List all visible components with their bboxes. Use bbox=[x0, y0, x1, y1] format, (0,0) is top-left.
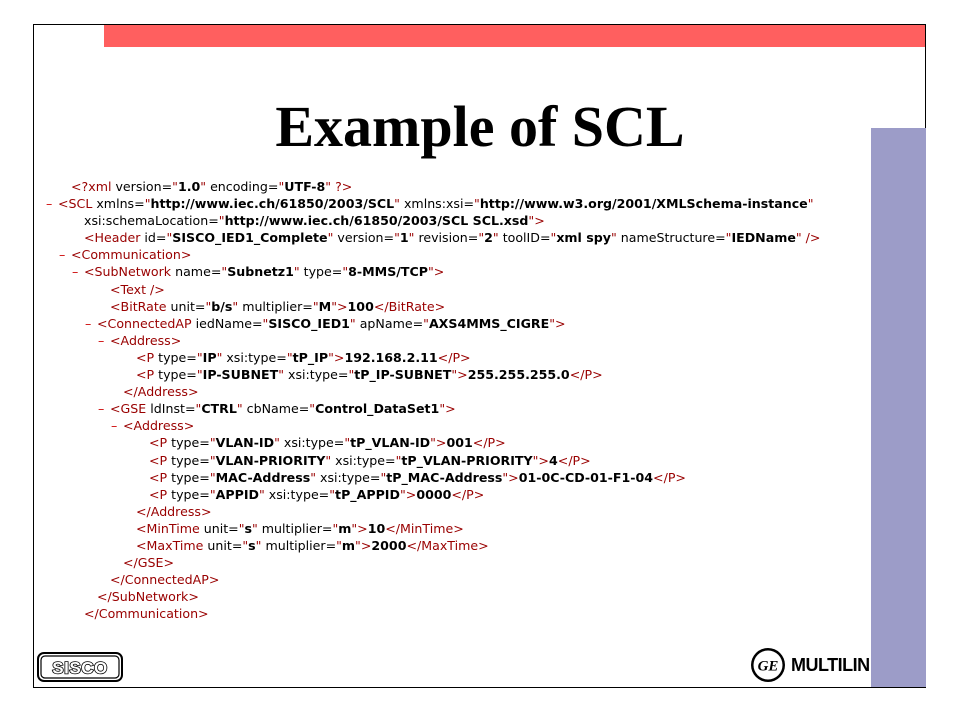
xml-val: CTRL bbox=[201, 401, 237, 417]
xml-attr: revision= bbox=[418, 230, 479, 246]
xml-tag: <MaxTime bbox=[136, 537, 208, 553]
xml-tag: <P bbox=[149, 452, 172, 468]
xml-tag: "> bbox=[427, 264, 445, 280]
xml-tag: " /> bbox=[795, 230, 821, 246]
xml-val: IP bbox=[202, 349, 217, 365]
xml-tag: <P bbox=[136, 349, 159, 365]
xml-tag: " bbox=[195, 401, 202, 417]
xml-attr: xsi:schemaLocation= bbox=[84, 213, 219, 229]
xml-val: http://www.iec.ch/61850/2003/SCL bbox=[150, 196, 395, 212]
multilin-wordmark: MULTILIN bbox=[791, 655, 870, 675]
xml-val: xml spy bbox=[556, 230, 611, 246]
xml-tag: <Text /> bbox=[110, 281, 165, 297]
xml-tag: " bbox=[348, 367, 355, 383]
xml-line bbox=[46, 417, 876, 434]
xml-attr: xsi:type= bbox=[226, 349, 287, 365]
xml-tag: <Communication> bbox=[71, 247, 192, 263]
xml-txt: 4 bbox=[549, 452, 558, 468]
collapse-toggle[interactable]: – bbox=[46, 196, 53, 212]
xml-tag: </Address> bbox=[136, 503, 212, 519]
xml-val: VLAN-ID bbox=[215, 435, 275, 451]
xml-attr: encoding= bbox=[210, 179, 279, 194]
xml-attr: type= bbox=[158, 367, 197, 383]
xml-tag: " bbox=[232, 298, 243, 314]
xml-attr: version= bbox=[115, 179, 173, 194]
xml-val: SISCO_IED1 bbox=[268, 315, 350, 331]
xml-txt: 100 bbox=[347, 298, 374, 314]
xml-tag: </P> bbox=[569, 367, 603, 383]
slide-title: Example of SCL bbox=[275, 94, 685, 159]
xml-attr: name= bbox=[175, 264, 222, 280]
xml-tag: <Header bbox=[84, 230, 145, 246]
xml-line bbox=[46, 281, 876, 298]
side-accent-bar bbox=[871, 128, 926, 687]
xml-val: b/s bbox=[211, 298, 233, 314]
xml-line bbox=[46, 486, 876, 503]
xml-line bbox=[46, 554, 876, 571]
xml-val: VLAN-PRIORITY bbox=[215, 452, 326, 468]
xml-tag: "> bbox=[351, 520, 368, 536]
collapse-toggle[interactable]: – bbox=[59, 247, 66, 263]
xml-tag: " bbox=[209, 452, 216, 468]
xml-tag: <SCL bbox=[58, 196, 97, 212]
xml-attr: id= bbox=[144, 230, 167, 246]
xml-tag: " bbox=[310, 469, 320, 485]
xml-tag: "> bbox=[331, 298, 348, 314]
collapse-toggle[interactable]: – bbox=[72, 264, 79, 280]
xml-val: http://www.w3.org/2001/XMLSchema-instance bbox=[479, 196, 808, 212]
xml-line bbox=[46, 212, 876, 229]
xml-attr: xsi:type= bbox=[320, 469, 381, 485]
xml-val: MAC-Address bbox=[215, 469, 311, 485]
xml-tag: <Address> bbox=[110, 332, 182, 348]
xml-val: tP_VLAN-PRIORITY bbox=[401, 452, 533, 468]
xml-tag: " bbox=[342, 264, 349, 280]
xml-line bbox=[46, 229, 876, 246]
xml-val: tP_IP-SUBNET bbox=[354, 367, 452, 383]
xml-val: m bbox=[338, 520, 352, 536]
xml-tag: "> bbox=[549, 315, 566, 331]
xml-val: Subnetz1 bbox=[227, 264, 294, 280]
xml-tag: <P bbox=[149, 486, 172, 502]
xml-tag: " bbox=[278, 179, 285, 194]
xml-tag: " bbox=[329, 486, 336, 502]
xml-tag: " bbox=[238, 520, 245, 536]
xml-tag: </Communication> bbox=[84, 606, 209, 622]
xml-tag: " bbox=[807, 196, 814, 212]
xml-tag: <Address> bbox=[123, 418, 195, 434]
xml-tag: </MinTime> bbox=[385, 520, 464, 536]
xml-attr: multiplier= bbox=[261, 520, 333, 536]
xml-line bbox=[46, 588, 876, 605]
xml-tag: " bbox=[336, 537, 342, 553]
xml-tag: </MaxTime> bbox=[406, 537, 489, 553]
xml-tag: "> bbox=[439, 401, 456, 417]
xml-tag: " bbox=[274, 435, 284, 451]
xml-line bbox=[46, 452, 876, 469]
xml-tag: " bbox=[255, 537, 266, 553]
collapse-toggle[interactable]: – bbox=[111, 418, 118, 434]
xml-val: s bbox=[244, 520, 252, 536]
xml-tag: " bbox=[492, 230, 503, 246]
xml-tag: " bbox=[166, 230, 173, 246]
xml-tag: <P bbox=[149, 435, 172, 451]
xml-val: s bbox=[248, 537, 256, 553]
xml-attr: type= bbox=[158, 349, 197, 365]
xml-val: 1.0 bbox=[177, 179, 201, 194]
xml-val: IP-SUBNET bbox=[202, 367, 279, 383]
xml-attr: type= bbox=[171, 435, 210, 451]
xml-tag: " bbox=[309, 401, 316, 417]
xml-txt: 2000 bbox=[371, 537, 407, 553]
xml-line bbox=[46, 503, 876, 520]
xml-val: tP_IP bbox=[292, 349, 329, 365]
xml-tag: " bbox=[478, 230, 485, 246]
xml-val: http://www.iec.ch/61850/2003/SCL SCL.xsd bbox=[224, 213, 529, 229]
xml-tag: " bbox=[221, 264, 228, 280]
xml-txt: 192.168.2.11 bbox=[344, 349, 438, 365]
xml-tag: <GSE bbox=[110, 401, 151, 417]
xml-tag: <P bbox=[136, 367, 159, 383]
xml-line bbox=[46, 537, 876, 554]
xml-line bbox=[46, 298, 876, 315]
xml-attr: type= bbox=[303, 264, 343, 280]
xml-tag: " bbox=[209, 469, 216, 485]
xml-line bbox=[46, 366, 876, 383]
xml-attr: xmlns:xsi= bbox=[403, 196, 475, 212]
xml-tag: " bbox=[236, 401, 247, 417]
xml-attr: unit= bbox=[203, 520, 239, 536]
xml-tag: " bbox=[395, 452, 402, 468]
sisco-logo-text: SISCO bbox=[52, 658, 108, 678]
xml-tag: "> bbox=[328, 349, 345, 365]
xml-tag: " bbox=[196, 367, 203, 383]
xml-line bbox=[46, 605, 876, 622]
xml-attr: cbName= bbox=[246, 401, 310, 417]
xml-tag: </SubNetwork> bbox=[97, 589, 199, 605]
xml-line bbox=[46, 178, 876, 195]
xml-tag: " bbox=[394, 230, 400, 246]
xml-tag: " bbox=[205, 298, 212, 314]
xml-val: APPID bbox=[215, 486, 259, 502]
xml-tag: " bbox=[209, 435, 216, 451]
xml-tag: " bbox=[327, 230, 338, 246]
xml-tag: " bbox=[408, 230, 419, 246]
xml-tag: " ?> bbox=[325, 179, 353, 194]
xml-tag: " bbox=[144, 196, 151, 212]
xml-tag: " bbox=[172, 179, 178, 194]
xml-tag: " bbox=[550, 230, 557, 246]
xml-tag: " bbox=[286, 349, 293, 365]
xml-attr: multiplier= bbox=[265, 537, 337, 553]
xml-line bbox=[46, 246, 876, 263]
xml-line bbox=[46, 195, 876, 212]
xml-line bbox=[46, 383, 876, 400]
xml-attr: nameStructure= bbox=[620, 230, 726, 246]
xml-code-block bbox=[46, 178, 876, 622]
xml-val: Control_DataSet1 bbox=[315, 401, 440, 417]
xml-attr: unit= bbox=[207, 537, 243, 553]
xml-tag: " bbox=[332, 520, 339, 536]
xml-line bbox=[46, 400, 876, 417]
xml-tag: "> bbox=[528, 213, 545, 229]
xml-val: AXS4MMS_CIGRE bbox=[428, 315, 550, 331]
xml-tag: <SubNetwork bbox=[84, 264, 176, 280]
xml-attr: iedName= bbox=[195, 315, 263, 331]
xml-val: 8-MMS/TCP bbox=[348, 264, 428, 280]
ge-logo-mark: GE bbox=[757, 658, 779, 675]
xml-tag: </P> bbox=[472, 435, 506, 451]
xml-tag: " bbox=[251, 520, 262, 536]
xml-tag: " bbox=[344, 435, 351, 451]
ge-logo bbox=[750, 647, 786, 683]
xml-tag: " bbox=[325, 452, 336, 468]
xml-attr: unit= bbox=[170, 298, 206, 314]
xml-val: tP_MAC-Address bbox=[386, 469, 503, 485]
xml-tag: </Address> bbox=[123, 384, 199, 400]
collapse-toggle[interactable]: – bbox=[85, 315, 92, 331]
xml-line bbox=[46, 571, 876, 588]
xml-tag: "> bbox=[532, 452, 549, 468]
xml-tag: " bbox=[423, 315, 429, 331]
xml-attr: type= bbox=[171, 452, 210, 468]
xml-line bbox=[46, 263, 876, 280]
xml-line bbox=[46, 349, 876, 366]
xml-val: tP_APPID bbox=[335, 486, 400, 502]
xml-tag: </P> bbox=[437, 349, 471, 365]
xml-tag: " bbox=[262, 315, 269, 331]
xml-val: IEDName bbox=[731, 230, 796, 246]
xml-tag: "> bbox=[355, 537, 372, 553]
xml-tag: <P bbox=[149, 469, 172, 485]
xml-attr: xsi:type= bbox=[268, 486, 330, 502]
xml-tag: " bbox=[216, 349, 227, 365]
xml-val: m bbox=[341, 537, 356, 553]
xml-tag: " bbox=[242, 537, 249, 553]
xml-line bbox=[46, 469, 876, 486]
xml-tag: "> bbox=[399, 486, 417, 502]
xml-tag: <MinTime bbox=[136, 520, 204, 536]
xml-tag: <ConnectedAP bbox=[97, 315, 196, 331]
xml-tag: </ConnectedAP> bbox=[110, 572, 220, 588]
xml-attr: xsi:type= bbox=[335, 452, 396, 468]
xml-tag: " bbox=[349, 315, 360, 331]
xml-txt: 0000 bbox=[416, 486, 452, 502]
xml-tag: " bbox=[610, 230, 621, 246]
xml-tag: " bbox=[196, 349, 203, 365]
xml-val: UTF-8 bbox=[284, 179, 326, 194]
xml-attr: apName= bbox=[359, 315, 424, 331]
xml-val: SISCO_IED1_Complete bbox=[172, 230, 328, 246]
xml-tag: " bbox=[259, 486, 269, 502]
xml-attr: xsi:type= bbox=[288, 367, 349, 383]
xml-tag: " bbox=[474, 196, 480, 212]
xml-txt: 255.255.255.0 bbox=[467, 367, 570, 383]
xml-attr: toolID= bbox=[502, 230, 551, 246]
xml-attr: version= bbox=[337, 230, 395, 246]
xml-tag: "> bbox=[451, 367, 468, 383]
xml-tag: " bbox=[312, 298, 319, 314]
xml-tag: </P> bbox=[557, 452, 591, 468]
sisco-logo bbox=[37, 652, 123, 682]
xml-tag: " bbox=[380, 469, 387, 485]
xml-val: M bbox=[318, 298, 332, 314]
xml-attr: xmlns= bbox=[96, 196, 145, 212]
xml-val: 2 bbox=[484, 230, 493, 246]
xml-tag: " bbox=[725, 230, 732, 246]
xml-txt: 001 bbox=[446, 435, 473, 451]
xml-line bbox=[46, 434, 876, 451]
xml-txt: 10 bbox=[367, 520, 386, 536]
xml-tag: " bbox=[200, 179, 211, 194]
collapse-toggle[interactable]: – bbox=[98, 401, 105, 417]
xml-tag: "> bbox=[430, 435, 447, 451]
xml-tag: " bbox=[293, 264, 304, 280]
xml-tag: </P> bbox=[653, 469, 686, 485]
xml-val: 1 bbox=[399, 230, 409, 246]
xml-line bbox=[46, 520, 876, 537]
xml-tag: </P> bbox=[451, 486, 485, 502]
xml-line bbox=[46, 332, 876, 349]
xml-txt: 01-0C-CD-01-F1-04 bbox=[518, 469, 654, 485]
xml-tag: " bbox=[278, 367, 288, 383]
collapse-toggle[interactable]: – bbox=[98, 332, 105, 348]
xml-line bbox=[46, 315, 876, 332]
xml-attr: type= bbox=[171, 486, 210, 502]
xml-attr: multiplier= bbox=[242, 298, 313, 314]
xml-attr: ldInst= bbox=[150, 401, 196, 417]
xml-tag: </GSE> bbox=[123, 555, 175, 571]
xml-tag: <BitRate bbox=[110, 298, 171, 314]
xml-tag: <?xml bbox=[71, 179, 116, 194]
xml-val: tP_VLAN-ID bbox=[350, 435, 431, 451]
xml-tag: " bbox=[209, 486, 216, 502]
xml-tag: "> bbox=[502, 469, 519, 485]
xml-tag: " bbox=[394, 196, 404, 212]
xml-attr: xsi:type= bbox=[283, 435, 345, 451]
xml-tag: " bbox=[218, 213, 225, 229]
top-accent-bar bbox=[104, 25, 925, 47]
xml-attr: type= bbox=[171, 469, 210, 485]
xml-tag: </BitRate> bbox=[373, 298, 446, 314]
